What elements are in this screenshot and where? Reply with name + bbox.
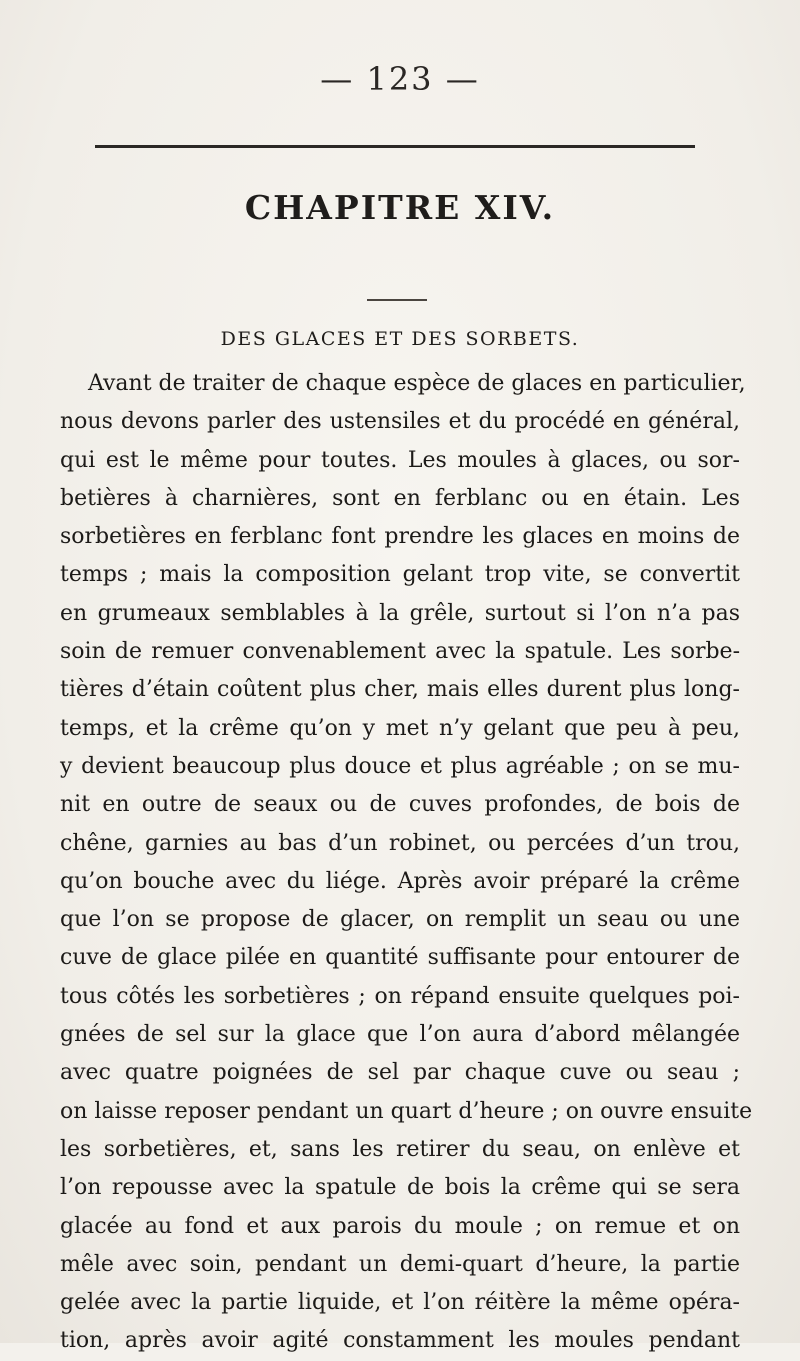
text-line: gnées de sel sur la glace que l’on aura d’abord mêlangée <box>60 1022 740 1048</box>
text-line: temps, et la crême qu’on y met n’y gelant que peu à peu, <box>60 715 740 741</box>
text-line: temps ; mais la composition gelant trop vite, se convertit <box>60 562 740 588</box>
text-line: on laisse reposer pendant un quart d’heure ; on ouvre ensuite <box>60 1098 753 1124</box>
section-title: DES GLACES ET DES SORBETS. <box>220 328 580 350</box>
text-line: y devient beaucoup plus douce et plus agréable ; on se mu- <box>60 753 740 779</box>
text-line: nit en outre de seaux ou de cuves profondes, de bois de <box>60 792 740 818</box>
text-line: Avant de traiter de chaque espèce de glaces en particulier, <box>88 371 746 396</box>
text-line: soin de remuer convenablement avec la spatule. Les sorbe- <box>60 639 740 665</box>
text-line: chêne, garnies au bas d’un robinet, ou percées d’un trou, <box>60 830 740 856</box>
text-line: mêle avec soin, pendant un demi-quart d’heure, la partie <box>60 1251 740 1277</box>
text-line: l’on repousse avec la spatule de bois la crême qui se sera <box>60 1175 740 1201</box>
page-number: — 123 — <box>320 60 480 98</box>
text-line: nous devons parler des ustensiles et du procédé en général, <box>60 409 740 435</box>
text-line: glacée au fond et aux parois du moule ; on remue et on <box>60 1213 740 1239</box>
text-line: tion, après avoir agité constamment les moules pendant <box>60 1328 740 1354</box>
title-separator <box>367 299 427 301</box>
header-rule <box>95 145 695 148</box>
text-line: les sorbetières, et, sans les retirer du seau, on enlève et <box>60 1136 740 1162</box>
text-line: qui est le même pour toutes. Les moules à glaces, ou sor- <box>60 447 740 473</box>
body-text <box>60 365 753 1361</box>
text-line: sorbetières en ferblanc font prendre les glaces en moins de <box>60 524 740 550</box>
text-line: gelée avec la partie liquide, et l’on réitère la même opéra- <box>60 1290 740 1316</box>
text-line: que l’on se propose de glacer, on remplit un seau ou une <box>60 907 740 933</box>
text-line: avec quatre poignées de sel par chaque cuve ou seau ; <box>60 1060 740 1086</box>
text-line: tières d’étain coûtent plus cher, mais elles durent plus long- <box>60 677 740 703</box>
text-line: betières à charnières, sont en ferblanc ou en étain. Les <box>60 485 740 511</box>
text-line: qu’on bouche avec du liége. Après avoir préparé la crême <box>60 868 740 894</box>
text-line: tous côtés les sorbetières ; on répand ensuite quelques poi- <box>60 983 740 1009</box>
text-line: en grumeaux semblables à la grêle, surtout si l’on n’a pas <box>60 600 740 626</box>
chapter-title: CHAPITRE XIV. <box>244 188 556 227</box>
text-line: cuve de glace pilée en quantité suffisante pour entourer de <box>60 945 740 971</box>
